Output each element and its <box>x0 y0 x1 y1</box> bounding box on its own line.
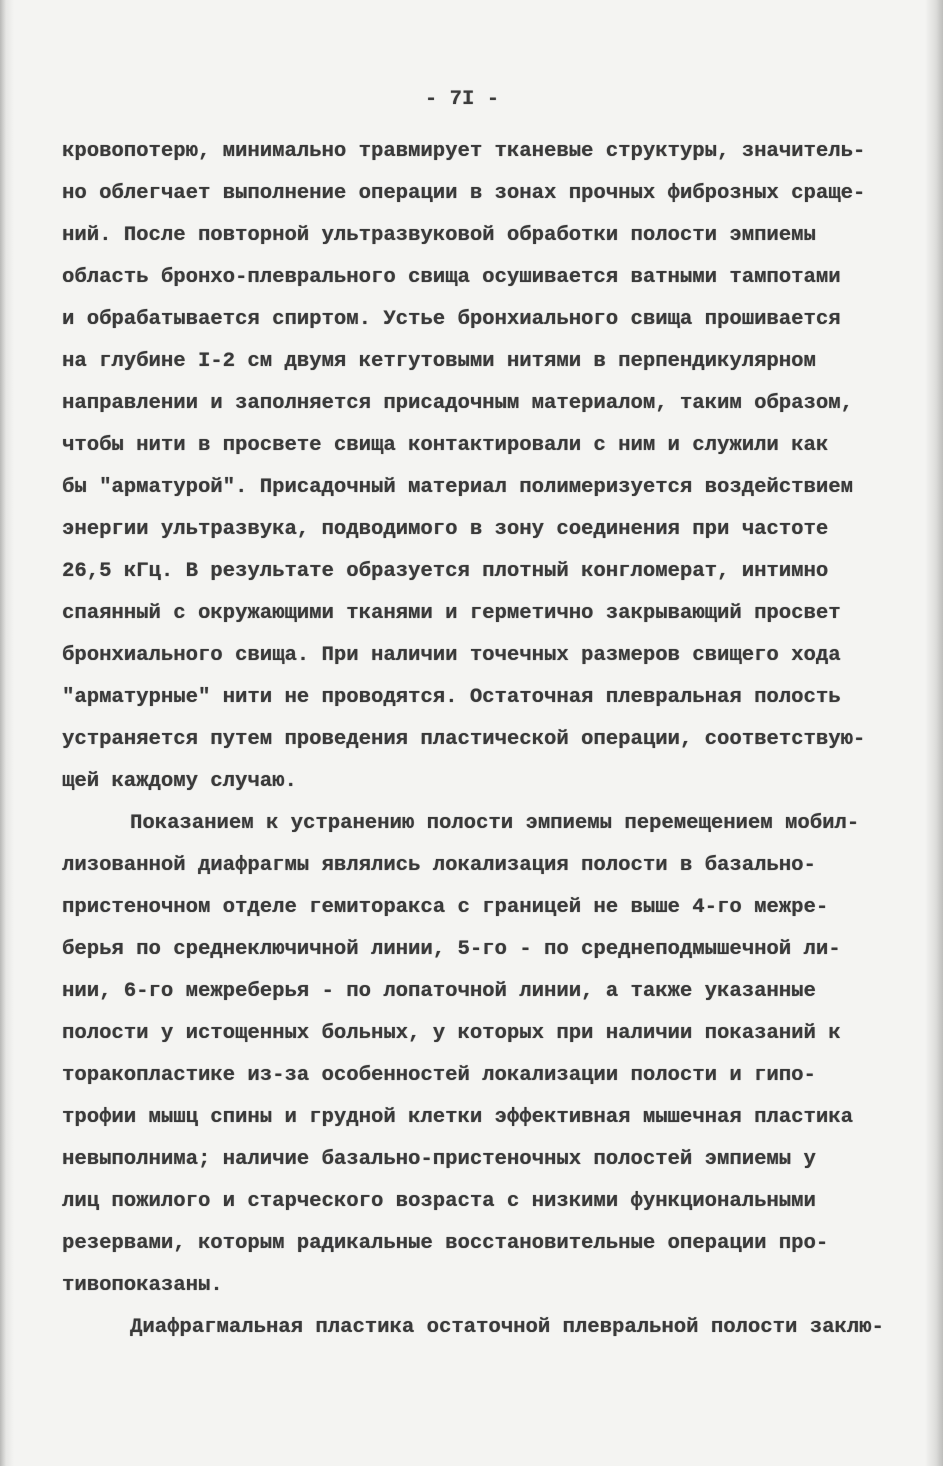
text-line: бронхиального свища. При наличии точечных размеров свищего хода <box>62 644 841 667</box>
text-line: трофии мышц спины и грудной клетки эффективная мышечная пластика <box>62 1106 853 1129</box>
paragraph-1 <box>62 131 922 803</box>
text-line: но облегчает выполнение операции в зонах прочных фиброзных сраще- <box>62 182 866 205</box>
document-body <box>62 131 922 1349</box>
text-line: резервами, которым радикальные восстановительные операции про- <box>62 1232 829 1255</box>
text-line: пристеночном отделе гемиторакса с границей не выше 4-го межре- <box>62 896 829 919</box>
text-line: Показанием к устранению полости эмпиемы перемещением мобил- <box>130 812 860 835</box>
text-line: бы "арматурой". Присадочный материал полимеризуется воздействием <box>62 476 853 499</box>
text-line: чтобы нити в просвете свища контактировали с ним и служили как <box>62 434 829 457</box>
text-line: кровопотерю, минимально травмирует тканевые структуры, значитель- <box>62 140 866 163</box>
text-line: "арматурные" нити не проводятся. Остаточная плевральная полость <box>62 686 841 709</box>
text-line: щей каждому случаю. <box>62 770 297 793</box>
paragraph-2 <box>62 803 922 1307</box>
text-line: направлении и заполняется присадочным материалом, таким образом, <box>62 392 853 415</box>
text-line: торакопластике из-за особенностей локализации полости и гипо- <box>62 1064 816 1087</box>
text-line: лиц пожилого и старческого возраста с низкими функциональными <box>62 1190 816 1213</box>
text-line: невыполнима; наличие базально-пристеночных полостей эмпиемы у <box>62 1148 816 1171</box>
text-line: на глубине I-2 см двумя кетгутовыми нитями в перпендикулярном <box>62 350 816 373</box>
text-line: Диафрагмальная пластика остаточной плевральной полости заклю- <box>130 1316 884 1339</box>
text-line: лизованной диафрагмы являлись локализация полости в базально- <box>62 854 816 877</box>
text-line: полости у истощенных больных, у которых при наличии показаний к <box>62 1022 841 1045</box>
text-line: и обрабатывается спиртом. Устье бронхиального свища прошивается <box>62 308 841 331</box>
text-line: тивопоказаны. <box>62 1274 223 1297</box>
text-line: область бронхо-плеврального свища осушивается ватными тампотами <box>62 266 841 289</box>
page-number: - 7I - <box>424 88 500 111</box>
text-line: устраняется путем проведения пластической операции, соответствую- <box>62 728 866 751</box>
text-line: 26,5 кГц. В результате образуется плотный конгломерат, интимно <box>62 560 829 583</box>
text-line: берья по среднеключичной линии, 5-го - по среднеподмышечной ли- <box>62 938 841 961</box>
text-line: спаянный с окружающими тканями и герметично закрывающий просвет <box>62 602 841 625</box>
text-line: энергии ультразвука, подводимого в зону соединения при частоте <box>62 518 829 541</box>
paragraph-3 <box>62 1307 922 1349</box>
text-line: нии, 6-го межреберья - по лопаточной линии, а также указанные <box>62 980 816 1003</box>
text-line: ний. После повторной ультразвуковой обработки полости эмпиемы <box>62 224 816 247</box>
